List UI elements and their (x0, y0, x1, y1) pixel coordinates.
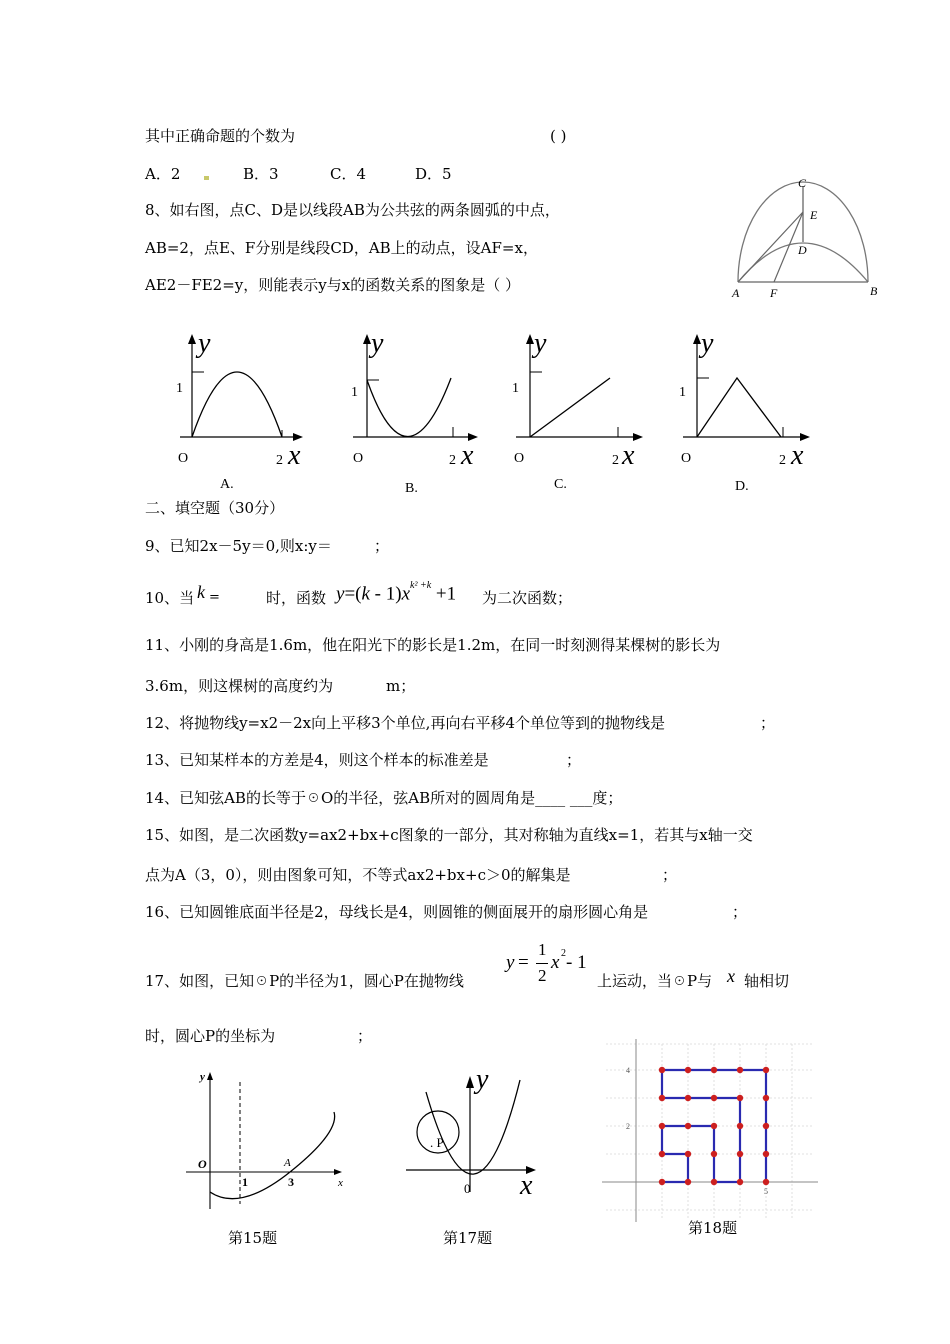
q17-formula (506, 940, 596, 990)
q17-frac-den: 2 (538, 966, 547, 985)
q17-frac-num: 1 (538, 940, 547, 959)
q12-text: 12、将抛物线y=x2－2x向上平移3个单位,再向右平移4个单位等到的抛物线是 (145, 714, 665, 732)
fig18 (598, 1034, 824, 1224)
q9-text: 9、已知2x－5y＝0,则x:y＝ (145, 537, 332, 555)
fig15 (180, 1064, 350, 1214)
tick-1: 1 (176, 381, 183, 396)
q16-tail: ； (732, 903, 748, 921)
origin-label: O (681, 451, 692, 466)
graph-label: A. (220, 477, 234, 492)
y-axis-label: y (371, 328, 384, 359)
origin-label: O (353, 451, 364, 466)
y-label: y (476, 1064, 489, 1095)
fig18-caption: 第18题 (688, 1219, 738, 1237)
q16-text: 16、已知圆锥底面半径是2，母线长是4，则圆锥的侧面展开的扇形圆心角是 (145, 903, 649, 921)
q10-k2: k (361, 583, 370, 605)
q10-pre: 10、当 (145, 589, 195, 607)
point-p-label: . P (430, 1135, 444, 1150)
q17-line2: 时，圆心P的坐标为 (145, 1027, 276, 1045)
tick-2: 2 (449, 453, 456, 468)
tick-3: 3 (288, 1175, 294, 1189)
q17-y: y (506, 952, 515, 973)
label-f: F (770, 286, 778, 300)
x-axis-label: x (622, 440, 635, 471)
q8-graph-a (170, 322, 315, 497)
q17-eq: = (518, 952, 529, 973)
x-axis-label: x (461, 440, 474, 471)
q7-option-a: A．2 (145, 165, 181, 183)
tick-2: 2 (626, 1122, 630, 1131)
tick-5: 5 (764, 1187, 768, 1196)
label-a: A (732, 286, 740, 300)
label-d: D (798, 243, 807, 257)
origin-label: O (178, 451, 189, 466)
stray-mark (204, 176, 209, 180)
y-axis-label: y (198, 328, 211, 359)
q10-y: y (336, 583, 345, 605)
tick-1: 1 (351, 385, 358, 400)
q10-formula (336, 580, 456, 604)
segment-ae (738, 212, 803, 282)
q10-formula-c: +1 (431, 583, 457, 605)
tick-1: 1 (679, 385, 686, 400)
q7-answer-paren: ( ) (550, 127, 567, 145)
fig17-caption: 第17题 (443, 1229, 493, 1247)
q7-stem-end: 其中正确命题的个数为 (145, 127, 296, 145)
q13-tail: ； (566, 751, 582, 769)
tick-2: 2 (612, 453, 619, 468)
q8-line3: AE2－FE2=y，则能表示y与x的函数关系的图象是（ ） (145, 276, 520, 294)
q8-graph-c (508, 322, 653, 497)
tick-2: 2 (276, 453, 283, 468)
x-label: x (520, 1170, 533, 1201)
q10-mid: 时，函数 (266, 589, 327, 607)
q7-option-d: D．5 (415, 165, 452, 183)
q17-end: 轴相切 (744, 972, 790, 990)
label-c: C (798, 176, 807, 190)
q8-line1: 8、如右图，点C、D是以线段AB为公共弦的两条圆弧的中点， (145, 201, 560, 219)
q10-exponent: k² +k (410, 580, 432, 591)
y-axis-label: y (534, 328, 547, 359)
tick-1: 1 (242, 1175, 248, 1189)
point-a-label: A (284, 1157, 291, 1169)
q8-graph-d (675, 322, 820, 497)
q17-frac-bar (536, 963, 548, 964)
q11-tail: m； (386, 677, 416, 695)
y-axis-label: y (701, 328, 714, 359)
curve-b (367, 378, 451, 437)
q17-line1: 17、如图，已知☉P的半径为1，圆心P在抛物线 (145, 972, 464, 990)
section-title: 二、填空题（30分） (145, 499, 285, 517)
x-axis-label: x (791, 440, 804, 471)
graph-label: C. (554, 477, 567, 492)
q15-line1: 15、如图，是二次函数y=ax2+bx+c图象的一部分，其对称轴为直线x=1，若其与x轴一交 (145, 826, 753, 844)
q10-k: k (197, 582, 205, 602)
q7-option-b: B．3 (243, 165, 279, 183)
line-d (697, 378, 781, 437)
q17-tail-term: - 1 (566, 952, 587, 973)
line-c (530, 378, 610, 437)
q10-x: x (401, 583, 411, 605)
origin-label: O (514, 451, 525, 466)
q9-tail: ； (374, 537, 390, 555)
fig15-caption: 第15题 (228, 1229, 278, 1247)
y-label: y (200, 1071, 205, 1083)
q10-formula-b: - 1) (369, 583, 402, 605)
q12-tail: ； (760, 714, 776, 732)
q17-tail: ； (357, 1027, 373, 1045)
q13-text: 13、已知某样本的方差是4，则这个样本的标准差是 (145, 751, 489, 769)
tick-1: 1 (512, 381, 519, 396)
q15-tail: ； (662, 866, 678, 884)
label-b: B (870, 284, 878, 298)
q10-eq: = (209, 590, 220, 605)
q11-line1: 11、小刚的身高是1.6m，他在阳光下的影长是1.2m，在同一时刻测得某棵树的影长为 (145, 636, 721, 654)
x-axis-label: x (288, 440, 301, 471)
q8-line2: AB=2，点E、F分别是线段CD，AB上的动点，设AF=x， (145, 239, 538, 257)
q17-sup: 2 (561, 948, 566, 959)
origin-label: O (198, 1157, 207, 1171)
q10-post: 为二次函数； (482, 589, 573, 607)
q17-mid: 上运动，当☉P与 (597, 972, 713, 990)
q11-line2: 3.6m，则这棵树的高度约为 (145, 677, 334, 695)
q14-text: 14、已知弦AB的长等于☉O的半径，弦AB所对的圆周角是____ ___度； (145, 789, 623, 807)
curve-a (192, 372, 282, 437)
graph-label: B. (405, 481, 418, 496)
x-label: x (338, 1177, 343, 1189)
fig17 (400, 1062, 550, 1202)
q7-option-c: C．4 (330, 165, 367, 183)
graph-label: D. (735, 479, 749, 494)
q8-graph-b (345, 322, 490, 497)
q8-figure (728, 174, 888, 302)
q15-line2: 点为A（3，0），则由图象可知，不等式ax2+bx+c＞0的解集是 (145, 866, 571, 884)
label-e: E (810, 208, 818, 222)
tick-2: 2 (779, 453, 786, 468)
q17-xaxis: x (727, 966, 735, 986)
q17-x: x (551, 952, 560, 973)
tick-4: 4 (626, 1066, 630, 1075)
q10-formula-a: =( (344, 583, 362, 605)
parabola (426, 1080, 520, 1174)
origin-label: 0 (464, 1181, 471, 1196)
parabola (210, 1112, 335, 1199)
